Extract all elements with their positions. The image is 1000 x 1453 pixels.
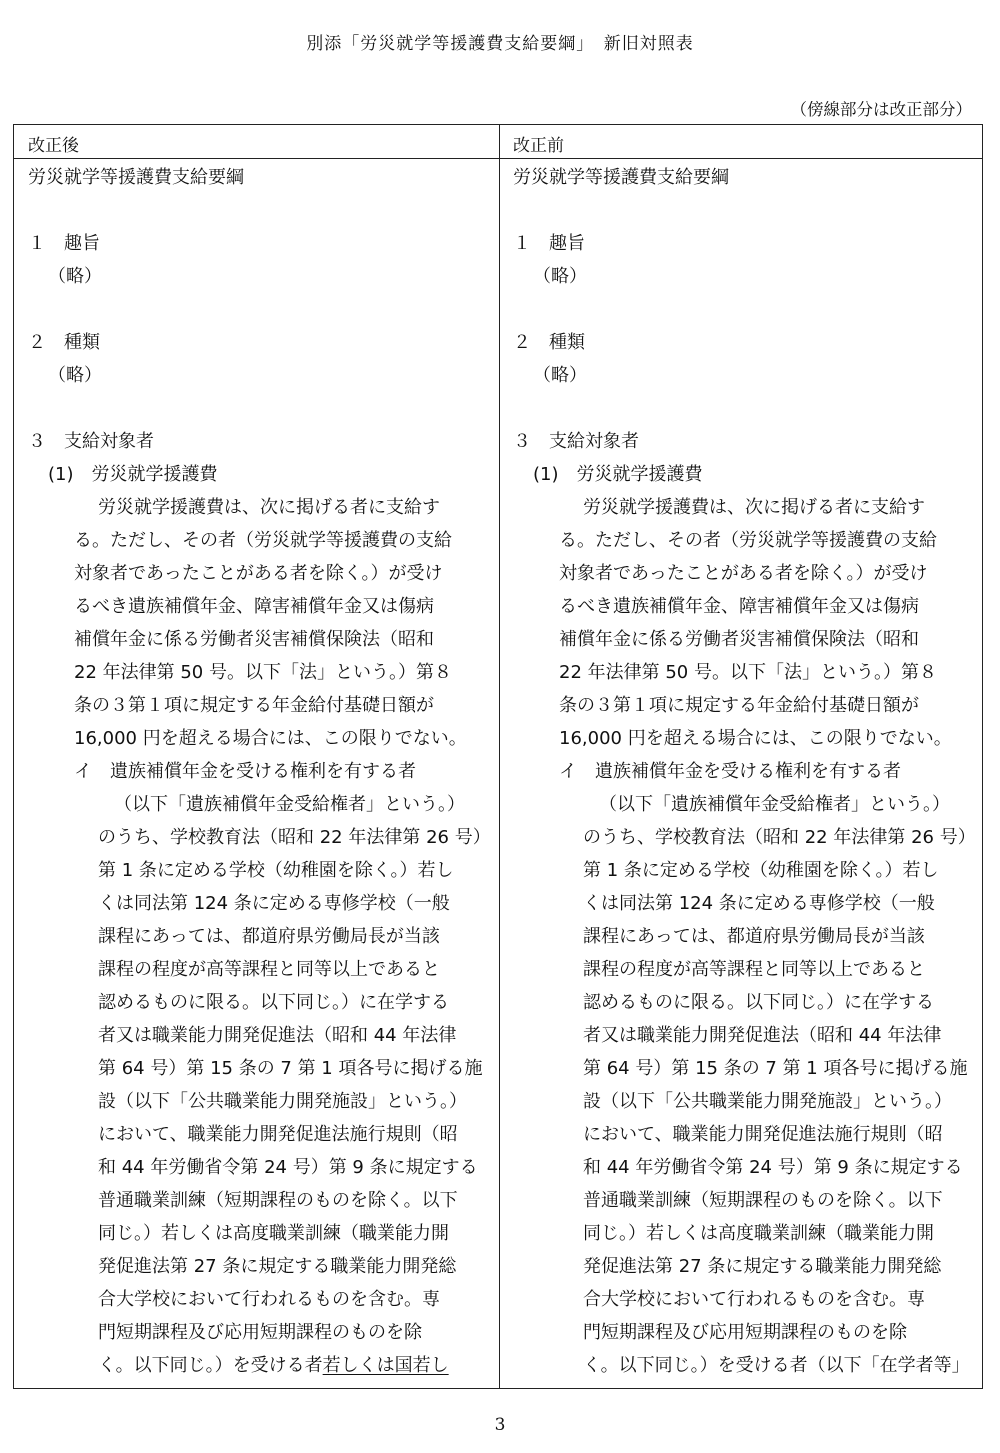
before-revision-line <box>583 1184 943 1217</box>
header-divider <box>14 158 982 159</box>
before-revision-line-text: 課程にあっては、都道府県労働局長が当該 <box>583 926 925 947</box>
before-revision-line-text: 対象者であったことがある者を除く。）が受け <box>559 563 928 584</box>
before-revision-line <box>583 821 976 854</box>
before-revision-line-text: において、職業能力開発促進法施行規則（昭 <box>583 1124 943 1145</box>
underline-note: （傍線部分は改正部分） <box>790 100 972 119</box>
after-revision-line-text: 合大学校において行われるものを含む。専 <box>98 1289 440 1310</box>
before-revision-line <box>583 1250 941 1283</box>
after-revision-line <box>48 458 218 491</box>
after-revision-line <box>98 1316 422 1349</box>
before-revision-line-text: るべき遺族補償年金、障害補償年金又は傷病 <box>559 596 919 617</box>
after-revision-line <box>98 1085 467 1118</box>
after-revision-line-text: １ 趣旨 <box>28 233 100 254</box>
before-revision-line-text: 補償年金に係る労働者災害補償保険法（昭和 <box>559 629 919 650</box>
before-revision-line-text: 労災就学等援護費支給要綱 <box>513 167 729 188</box>
before-revision-line <box>559 623 919 656</box>
before-revision-line <box>583 986 934 1019</box>
after-revision-line <box>98 821 491 854</box>
before-revision-line-text: 設（以下「公共職業能力開発施設」という。） <box>583 1091 952 1112</box>
after-revision-line <box>74 656 452 689</box>
after-revision-line-text: 発促進法第 27 条に規定する職業能力開発総 <box>98 1256 457 1277</box>
before-revision-line-text: 第 64 号）第 15 条の 7 第 1 項各号に掲げる施 <box>583 1058 968 1079</box>
after-revision-line <box>98 491 440 524</box>
before-revision-line-text: 認めるものに限る。以下同じ。）に在学する <box>583 992 934 1013</box>
after-revision-line-text: 課程の程度が高等課程と同等以上であると <box>98 959 440 980</box>
revised-underlined-text: 若しくは国若し <box>322 1355 449 1376</box>
after-revision-line <box>74 689 434 722</box>
before-revision-line-text: 同じ。）若しくは高度職業訓練（職業能力開 <box>583 1223 934 1244</box>
after-revision-line-text: 和 44 年労働省令第 24 号）第 9 条に規定する <box>98 1157 478 1178</box>
before-revision-line <box>599 788 950 821</box>
after-revision-line <box>74 722 467 755</box>
after-revision-line-text: 第 1 条に定める学校（幼稚園を除く。）若し <box>98 860 454 881</box>
before-revision-line-text: のうち、学校教育法（昭和 22 年法律第 26 号） <box>583 827 976 848</box>
after-revision-line <box>98 920 440 953</box>
after-revision-line-text: (1) 労災就学援護費 <box>48 464 218 485</box>
before-revision-line-text: 条の３第１項に規定する年金給付基礎日額が <box>559 695 919 716</box>
before-revision-line <box>533 458 703 491</box>
after-revision-line <box>28 326 100 359</box>
before-revision-line <box>513 326 585 359</box>
before-revision-line <box>583 953 925 986</box>
after-revision-line-text: 第 64 号）第 15 条の 7 第 1 項各号に掲げる施 <box>98 1058 483 1079</box>
after-revision-line-text: 者又は職業能力開発促進法（昭和 44 年法律 <box>98 1025 457 1046</box>
after-revision-line-text: 課程にあっては、都道府県労働局長が当該 <box>98 926 440 947</box>
after-revision-line-text: 普通職業訓練（短期課程のものを除く。以下 <box>98 1190 458 1211</box>
after-revision-line <box>28 227 100 260</box>
header-before-revision: 改正前 <box>513 136 564 156</box>
before-revision-line <box>583 887 935 920</box>
before-revision-line <box>583 491 925 524</box>
after-revision-line-text: のうち、学校教育法（昭和 22 年法律第 26 号） <box>98 827 491 848</box>
before-revision-line-text: イ 遺族補償年金を受ける権利を有する者 <box>559 761 901 782</box>
before-revision-line-text: 和 44 年労働省令第 24 号）第 9 条に規定する <box>583 1157 963 1178</box>
before-revision-line-text: （略） <box>533 266 587 287</box>
after-revision-line <box>74 590 434 623</box>
after-revision-line <box>98 1019 456 1052</box>
after-revision-line-text: 条の３第１項に規定する年金給付基礎日額が <box>74 695 434 716</box>
before-revision-line <box>533 260 587 293</box>
after-revision-line <box>48 260 102 293</box>
after-revision-line <box>98 1250 456 1283</box>
after-revision-line-text: において、職業能力開発促進法施行規則（昭 <box>98 1124 458 1145</box>
before-revision-line <box>583 1019 941 1052</box>
before-revision-line <box>583 1151 963 1184</box>
after-revision-line-text: るべき遺族補償年金、障害補償年金又は傷病 <box>74 596 434 617</box>
after-revision-line <box>28 425 154 458</box>
after-revision-line <box>98 1118 458 1151</box>
before-revision-line <box>559 590 919 623</box>
after-revision-line <box>28 161 244 194</box>
column-divider <box>499 125 500 1388</box>
after-revision-line <box>98 887 450 920</box>
before-revision-line <box>559 755 901 788</box>
before-revision-line-text: 22 年法律第 50 号。以下「法」という。）第８ <box>559 662 937 683</box>
after-revision-line <box>74 557 442 590</box>
before-revision-line-text: ２ 種類 <box>513 332 585 353</box>
after-revision-line-text: （略） <box>48 365 102 386</box>
after-revision-line-text: 16,000 円を超える場合には、この限りでない。 <box>74 728 467 749</box>
before-revision-line-text: くは同法第 124 条に定める専修学校（一般 <box>583 893 935 914</box>
after-revision-line <box>48 359 102 392</box>
after-revision-line-text: く。以下同じ。）を受ける者 <box>98 1355 323 1376</box>
before-revision-line-text: る。ただし、その者（労災就学等援護費の支給 <box>559 530 937 551</box>
before-revision-line <box>583 854 939 887</box>
after-revision-line-text: 労災就学等援護費支給要綱 <box>28 167 244 188</box>
before-revision-line <box>583 1118 943 1151</box>
comparison-table <box>13 124 983 1389</box>
before-revision-line <box>583 1217 934 1250</box>
before-revision-line-text: 門短期課程及び応用短期課程のものを除 <box>583 1322 907 1343</box>
before-revision-line <box>559 557 927 590</box>
after-revision-line <box>98 854 454 887</box>
after-revision-line-text: 門短期課程及び応用短期課程のものを除 <box>98 1322 422 1343</box>
before-revision-line-text: （以下「遺族補償年金受給権者」という。） <box>599 794 950 815</box>
after-revision-line <box>74 623 434 656</box>
after-revision-line <box>98 1151 478 1184</box>
after-revision-line <box>98 1349 449 1382</box>
before-revision-line-text: く。以下同じ。）を受ける者（以下「在学者等」 <box>583 1355 970 1376</box>
before-revision-line <box>533 359 587 392</box>
after-revision-line-text: 設（以下「公共職業能力開発施設」という。） <box>98 1091 467 1112</box>
before-revision-line-text: １ 趣旨 <box>513 233 585 254</box>
before-revision-line <box>513 161 729 194</box>
before-revision-line-text: 合大学校において行われるものを含む。専 <box>583 1289 925 1310</box>
before-revision-line <box>583 920 925 953</box>
after-revision-line <box>74 755 416 788</box>
before-revision-line-text: 普通職業訓練（短期課程のものを除く。以下 <box>583 1190 943 1211</box>
before-revision-line-text: （略） <box>533 365 587 386</box>
before-revision-line-text: 労災就学援護費は、次に掲げる者に支給す <box>583 497 925 518</box>
after-revision-line-text: （略） <box>48 266 102 287</box>
after-revision-line-text: 22 年法律第 50 号。以下「法」という。）第８ <box>74 662 452 683</box>
before-revision-line <box>559 524 937 557</box>
after-revision-line <box>98 1052 483 1085</box>
after-revision-line-text: 同じ。）若しくは高度職業訓練（職業能力開 <box>98 1223 449 1244</box>
after-revision-line-text: （以下「遺族補償年金受給権者」という。） <box>114 794 465 815</box>
after-revision-line <box>98 953 440 986</box>
after-revision-line-text: 補償年金に係る労働者災害補償保険法（昭和 <box>74 629 434 650</box>
before-revision-line <box>559 656 937 689</box>
after-revision-line-text: る。ただし、その者（労災就学等援護費の支給 <box>74 530 452 551</box>
before-revision-line-text: 発促進法第 27 条に規定する職業能力開発総 <box>583 1256 942 1277</box>
after-revision-line <box>98 1283 440 1316</box>
before-revision-line <box>583 1349 970 1382</box>
after-revision-line <box>98 986 449 1019</box>
after-revision-line-text: ２ 種類 <box>28 332 100 353</box>
page-number: 3 <box>494 1415 506 1435</box>
before-revision-line-text: (1) 労災就学援護費 <box>533 464 703 485</box>
header-after-revision: 改正後 <box>28 136 79 156</box>
before-revision-line <box>583 1052 968 1085</box>
after-revision-line-text: イ 遺族補償年金を受ける権利を有する者 <box>74 761 416 782</box>
before-revision-line <box>513 227 585 260</box>
document-title: 別添「労災就学等援護費支給要綱」 新旧対照表 <box>306 34 694 54</box>
after-revision-line-text: くは同法第 124 条に定める専修学校（一般 <box>98 893 450 914</box>
before-revision-line-text: 16,000 円を超える場合には、この限りでない。 <box>559 728 952 749</box>
before-revision-line <box>583 1316 907 1349</box>
after-revision-line <box>114 788 465 821</box>
before-revision-line <box>583 1085 952 1118</box>
before-revision-line <box>559 722 952 755</box>
before-revision-line-text: 第 1 条に定める学校（幼稚園を除く。）若し <box>583 860 939 881</box>
after-revision-line-text: 対象者であったことがある者を除く。）が受け <box>74 563 443 584</box>
after-revision-line <box>74 524 452 557</box>
after-revision-line-text: 労災就学援護費は、次に掲げる者に支給す <box>98 497 440 518</box>
after-revision-line <box>98 1217 449 1250</box>
before-revision-line <box>513 425 639 458</box>
before-revision-line-text: 課程の程度が高等課程と同等以上であると <box>583 959 925 980</box>
before-revision-line-text: 者又は職業能力開発促進法（昭和 44 年法律 <box>583 1025 942 1046</box>
before-revision-line <box>583 1283 925 1316</box>
before-revision-line-text: ３ 支給対象者 <box>513 431 639 452</box>
after-revision-line-text: ３ 支給対象者 <box>28 431 154 452</box>
after-revision-line <box>98 1184 458 1217</box>
after-revision-line-text: 認めるものに限る。以下同じ。）に在学する <box>98 992 449 1013</box>
before-revision-line <box>559 689 919 722</box>
